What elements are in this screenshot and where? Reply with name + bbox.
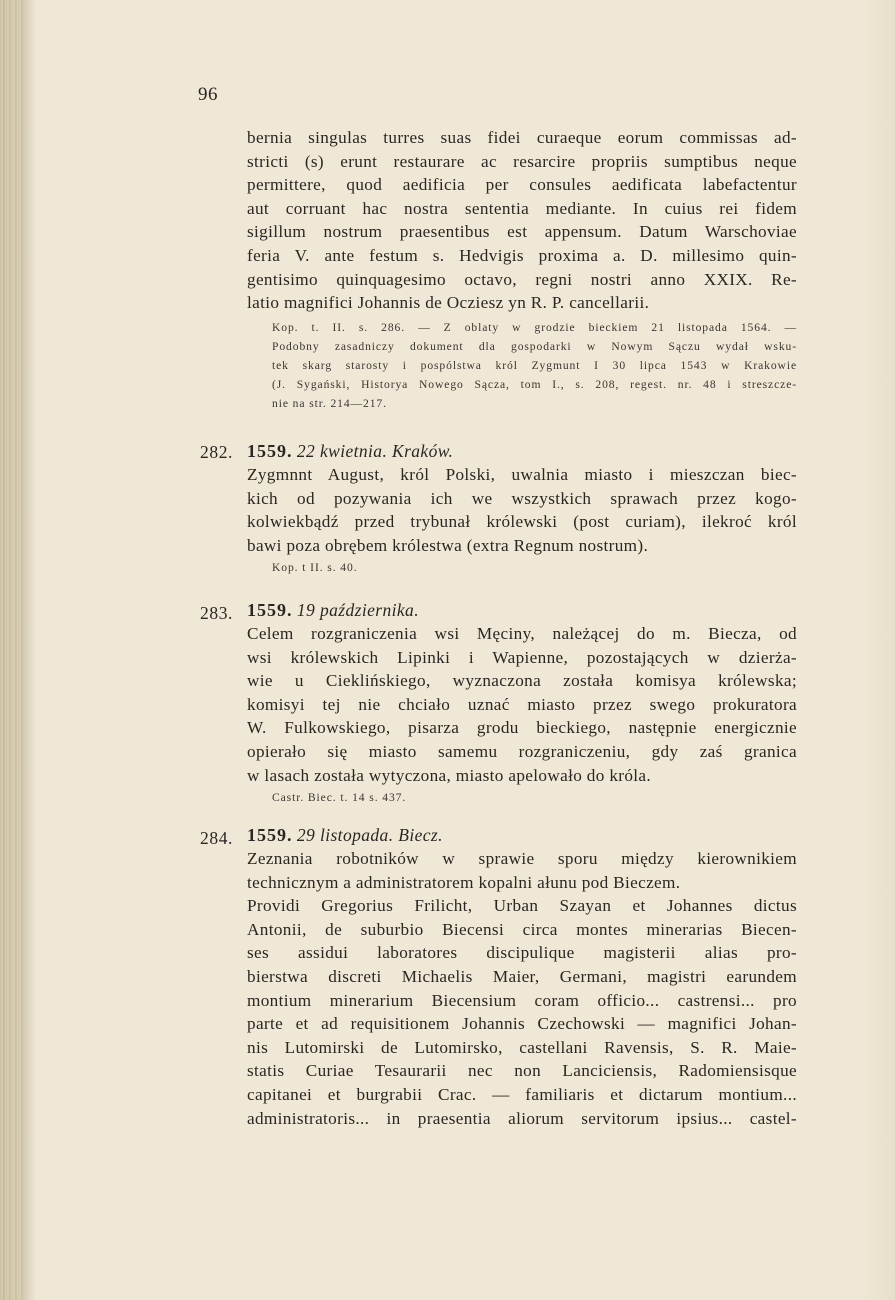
text-line: kich od pozywania ich we wszystkich sprawach przez kogo- (247, 488, 797, 508)
note-line: (J. Sygański, Historya Nowego Sącza, tom I., s. 208, regest. nr. 48 i streszcze- (272, 377, 797, 391)
entry-heading (247, 824, 797, 847)
entry-date: 22 kwietnia. Kraków. (296, 441, 454, 461)
text-line: opierało się miasto samemu rozgraniczeniu, gdy zaś granica (247, 741, 797, 761)
page-number: 96 (198, 84, 218, 105)
entry-year: 1559. (247, 825, 293, 845)
note-line: Kop. t II. s. 40. (272, 561, 358, 575)
text-line: administratoris... in praesentia aliorum servitorum ipsius... castel- (247, 1108, 797, 1128)
intro-note (272, 318, 797, 413)
entry-number: 282. (200, 442, 234, 462)
entry-date: 19 października. (296, 600, 419, 620)
page-shadow (22, 0, 36, 1300)
entry-number: 283. (200, 603, 234, 623)
text-line: gentisimo quinquagesimo octavo, regni nostri anno XXIX. Re- (247, 269, 797, 289)
text-line: Providi Gregorius Frilicht, Urban Szayan et Johannes dictus (247, 896, 797, 916)
note-line: Castr. Biec. t. 14 s. 437. (272, 791, 407, 805)
text-line: wsi królewskich Lipinki i Wapienne, pozostających w dzierża- (247, 647, 797, 667)
text-line: nis Lutomirski de Lutomirsko, castellani Ravensis, S. R. Maie- (247, 1037, 797, 1057)
text-line: stricti (s) erunt restaurare ac resarcire propriis sumptibus neque (247, 151, 797, 171)
entry-summary (247, 847, 797, 894)
text-line: latio magnifici Johannis de Ocziesz yn R. P. cancellarii. (247, 293, 650, 313)
entry-summary (247, 463, 797, 557)
entry-heading (247, 599, 797, 622)
text-line: bierstwa discreti Michaelis Maier, Germani, magistri earundem (247, 966, 797, 986)
text-line: bernia singulas turres suas fidei curaeque eorum commissas ad- (247, 128, 797, 147)
intro-section (247, 126, 797, 413)
text-line: Antonii, de suburbio Biecensi circa montes minerarias Biecen- (247, 919, 797, 939)
text-line: Celem rozgraniczenia wsi Męciny, należącej do m. Biecza, od (247, 624, 797, 643)
entry-note (272, 788, 797, 807)
entry-284 (247, 824, 797, 1130)
note-line: Kop. t. II. s. 286. — Z oblaty w grodzie bieckiem 21 listopada 1564. — (272, 320, 797, 334)
text-line: sigillum nostrum praesentibus est appensum. Datum Warschoviae (247, 222, 797, 242)
text-line: Zeznania robotników w sprawie sporu między kierownikiem (247, 849, 797, 868)
text-line: bawi poza obrębem królestwa (extra Regnum nostrum). (247, 535, 649, 555)
text-line: w lasach została wytyczona, miasto apelowało do króla. (247, 765, 652, 785)
text-line: technicznym a administratorem kopalni ałunu pod Bieczem. (247, 872, 681, 892)
note-line: tek skarg starosty i pospólstwa król Zygmunt I 30 lipca 1543 w Krakowie (272, 358, 797, 372)
text-line: montium minerarium Biecensium coram officio... castrensi... pro (247, 990, 797, 1010)
book-binding (0, 0, 22, 1300)
entry-heading (247, 440, 797, 463)
entry-year: 1559. (247, 441, 293, 461)
entry-date: 29 listopada. Biecz. (296, 825, 443, 845)
entry-note (272, 558, 797, 577)
entry-number: 284. (200, 828, 234, 848)
text-line: aut corruant hac nostra sententia mediante. In cuius rei fidem (247, 198, 797, 218)
text-line: wie u Cieklińskiego, wyznaczona została komisya królewska; (247, 671, 797, 691)
latin-text (247, 894, 797, 1130)
note-line: nie na str. 214—217. (272, 396, 387, 410)
entry-year: 1559. (247, 600, 293, 620)
text-line: feria V. ante festum s. Hedvigis proxima a. D. millesimo quin- (247, 245, 797, 265)
text-line: ses assidui laboratores discipulique magisterii alias pro- (247, 943, 797, 963)
text-line: permittere, quod aedificia per consules aedificata labefactentur (247, 175, 797, 195)
entry-282 (247, 440, 797, 577)
text-line: statis Curiae Tesaurarii nec non Lanciciensis, Radomiensisque (247, 1061, 797, 1081)
text-line: komisyi tej nie chciało uznać miasto przez swego prokuratora (247, 694, 797, 714)
text-line: W. Fulkowskiego, pisarza grodu bieckiego, następnie energicznie (247, 718, 797, 738)
note-line: Podobny zasadniczy dokument dla gospodarki w Nowym Sączu wydał wsku- (272, 339, 797, 353)
intro-paragraph (247, 126, 797, 315)
text-line: kolwiekbądź przed trybunał królewski (post curiam), ilekroć król (247, 512, 797, 532)
entry-283 (247, 599, 797, 807)
text-line: capitanei et burgrabii Crac. — familiaris et dictarum montium... (247, 1084, 797, 1104)
text-line: parte et ad requisitionem Johannis Czechowski — magnifici Johan- (247, 1014, 797, 1034)
text-line: Zygmnnt August, król Polski, uwalnia miasto i mieszczan biec- (247, 465, 797, 484)
entry-summary (247, 622, 797, 787)
